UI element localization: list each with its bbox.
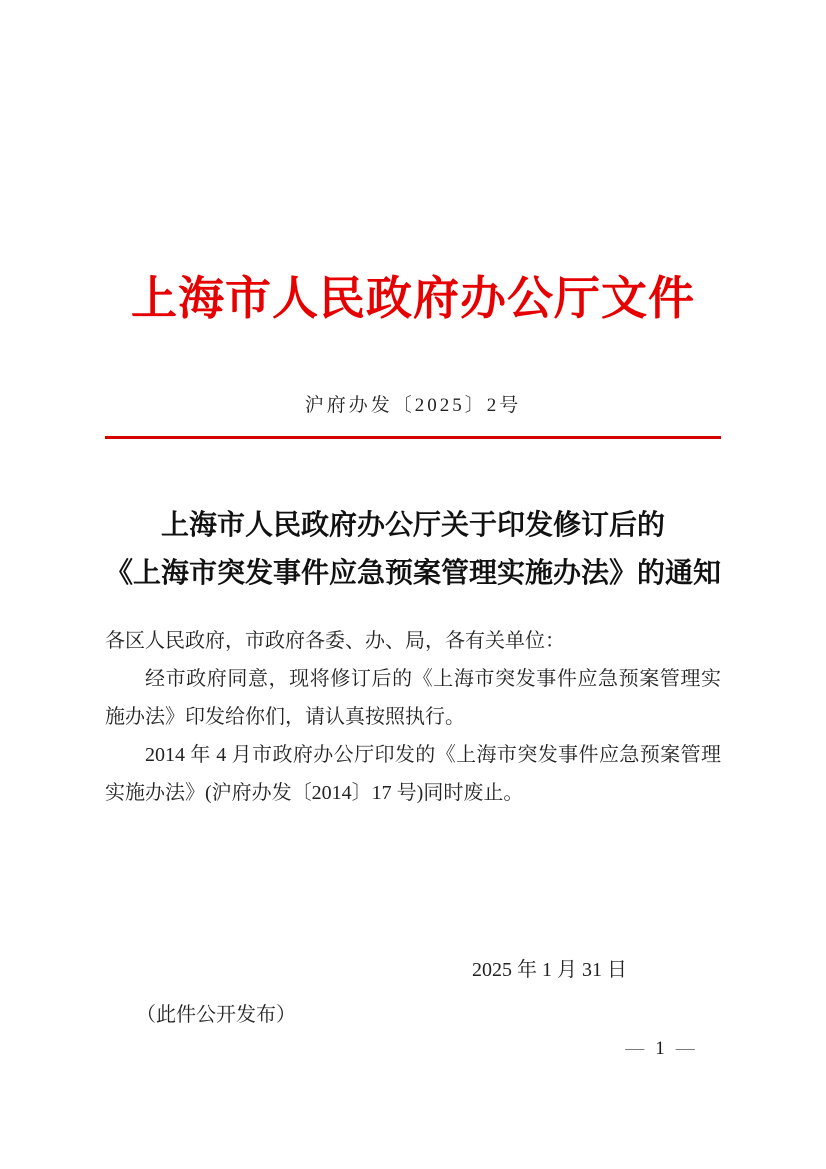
body-paragraph-1: 经市政府同意，现将修订后的《上海市突发事件应急预案管理实施办法》印发给你们，请认真按照执行。: [105, 668, 721, 728]
page-number-dash-left: —: [625, 1038, 645, 1059]
signature-date: 2025 年 1 月 31 日: [472, 959, 627, 981]
public-release-note: （此件公开发布）: [136, 1004, 296, 1026]
red-divider-line: [105, 436, 721, 439]
document-number: 沪府办发〔2025〕2号: [304, 395, 522, 416]
page-number-footer: [610, 1038, 710, 1060]
body-paragraph-2: 2014 年 4 月市政府办公厅印发的《上海市突发事件应急预案管理实施办法》(沪府办发〔2014〕17 号)同时废止。: [105, 744, 721, 804]
document-header-title: 上海市人民政府办公厅文件: [131, 273, 695, 324]
page-number: 1: [655, 1038, 665, 1059]
page-number-dash-right: —: [675, 1038, 695, 1059]
document-title-line-2: 《上海市突发事件应急预案管理实施办法》的通知: [104, 558, 721, 589]
salutation-line: 各区人民政府，市政府各委、办、局，各有关单位：: [105, 630, 565, 652]
document-body: [105, 622, 721, 812]
document-title: [50, 502, 776, 598]
document-title-line-1: 上海市人民政府办公厅关于印发修订后的: [160, 510, 665, 541]
